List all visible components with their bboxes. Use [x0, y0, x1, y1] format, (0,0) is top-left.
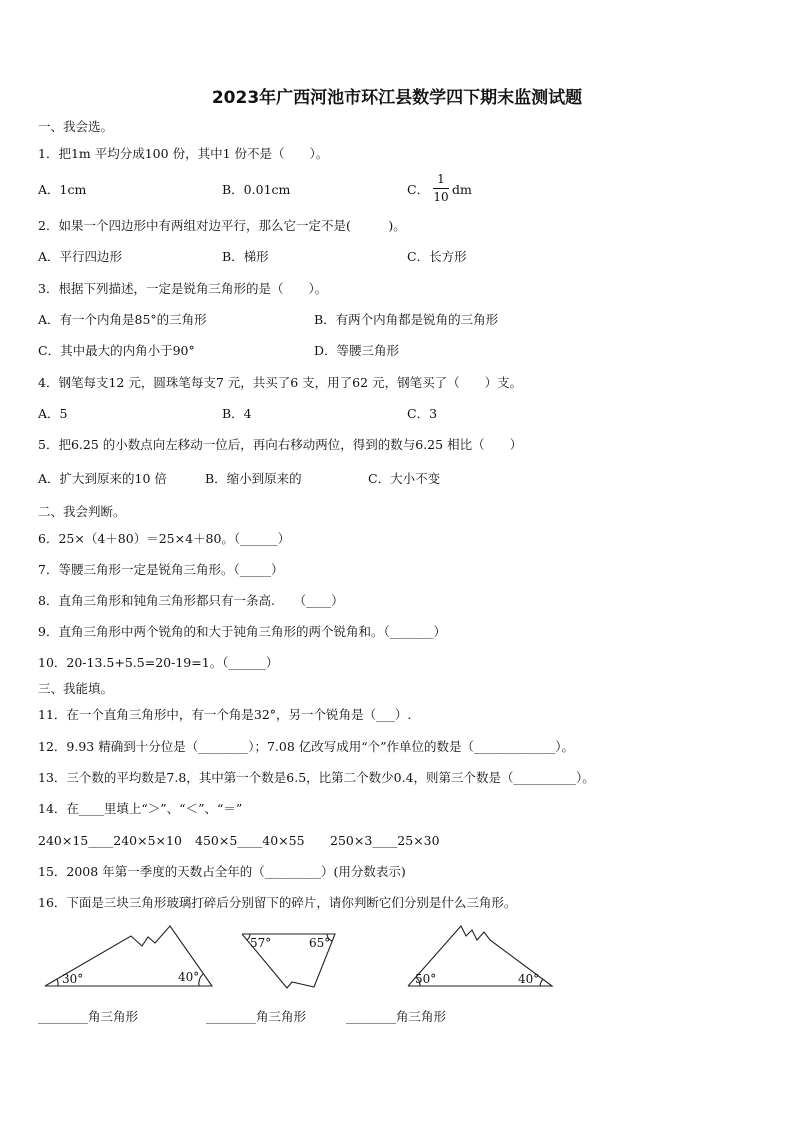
q2-option-c: C．长方形 [407, 249, 467, 264]
question-9: 9．直角三角形中两个锐角的和大于钝角三角形的两个锐角和。（_______） [38, 624, 446, 639]
question-3: 3．根据下列描述，一定是锐角三角形的是（ ）。 [38, 281, 328, 296]
q3-option-b: B．有两个内角都是锐角的三角形 [314, 312, 499, 327]
question-11: 11．在一个直角三角形中，有一个角是32°，另一个锐角是（___）. [38, 707, 412, 722]
q3-option-a: A．有一个内角是85°的三角形 [38, 312, 207, 327]
fig2-left-angle: 57° [250, 936, 272, 950]
question-15: 15．2008 年第一季度的天数占全年的（_________）(用分数表示) [38, 864, 406, 879]
question-4: 4．钢笔每支12 元，圆珠笔每支7 元，共买了6 支，用了62 元，钢笔买了（ ）支。 [38, 375, 523, 390]
fig2-right-angle: 65° [309, 936, 331, 950]
question-10: 10．20-13.5+5.5=20-19=1。（______） [38, 655, 279, 670]
question-1: 1．把1m 平均分成100 份，其中1 份不是（ ）。 [38, 146, 329, 161]
q1-fraction-numerator: 1 [437, 172, 445, 186]
question-13: 13．三个数的平均数是7.8，其中第一个数是6.5，比第二个数少0.4，则第三个数是（__________）。 [38, 770, 595, 785]
question-8: 8．直角三角形和钝角三角形都只有一条高. （____） [38, 593, 344, 608]
q14-expression-3: 250×3____25×30 [330, 833, 440, 848]
q1-option-c-unit: dm [452, 182, 472, 197]
question-16: 16．下面是三块三角形玻璃打碎后分别留下的碎片，请你判断它们分别是什么三角形。 [38, 895, 517, 910]
fig3-left-angle: 50° [415, 972, 437, 986]
question-12: 12．9.93 精确到十分位是（________）；7.08 亿改写成用“个”作单位的数是（_____________）。 [38, 739, 575, 754]
q4-option-b: B．4 [222, 406, 252, 421]
fig3-right-angle: 40° [518, 972, 540, 986]
section-heading: 二、我会判断。 [38, 504, 126, 519]
question-7: 7．等腰三角形一定是锐角三角形。（_____） [38, 562, 284, 577]
q5-option-b: B．缩小到原来的 [205, 471, 302, 486]
question-2: 2．如果一个四边形中有两组对边平行，那么它一定不是( )。 [38, 218, 406, 233]
q2-option-b: B．梯形 [222, 249, 269, 264]
q5-option-c: C．大小不变 [368, 471, 441, 486]
section-heading: 三、我能填。 [38, 681, 114, 696]
question-5: 5．把6.25 的小数点向左移动一位后，再向右移动两位，得到的数与6.25 相比（ ） [38, 437, 523, 452]
q4-option-c: C．3 [407, 406, 438, 421]
q2-option-a: A．平行四边形 [38, 249, 123, 264]
section-heading: 一、我会选。 [38, 119, 114, 134]
page-title: 2023年广西河池市环江县数学四下期末监测试题 [211, 88, 583, 108]
question-14: 14．在____里填上“＞”、“＜”、“＝” [38, 801, 243, 816]
q14-expression-2: 450×5____40×55 [195, 833, 305, 848]
q16-answer-2: ________角三角形 [206, 1009, 307, 1024]
q1-option-a: A．1cm [38, 182, 87, 197]
q1-option-b: B．0.01cm [222, 182, 291, 197]
fig1-left-angle: 30° [62, 972, 84, 986]
q16-answer-1: ________角三角形 [38, 1009, 139, 1024]
q3-option-c: C．其中最大的内角小于90° [38, 343, 195, 358]
q3-option-d: D．等腰三角形 [314, 343, 400, 358]
q14-expression-1: 240×15____240×5×10 [38, 833, 182, 848]
fig1-right-angle: 40° [178, 970, 200, 984]
q1-option-c-prefix: C． [407, 182, 430, 197]
q16-answer-3: ________角三角形 [346, 1009, 447, 1024]
q4-option-a: A．5 [38, 406, 68, 421]
q1-fraction-denominator: 10 [433, 190, 449, 204]
q5-option-a: A．扩大到原来的10 倍 [38, 471, 167, 486]
question-6: 6．25×（4＋80）＝25×4＋80。（______） [38, 531, 291, 546]
